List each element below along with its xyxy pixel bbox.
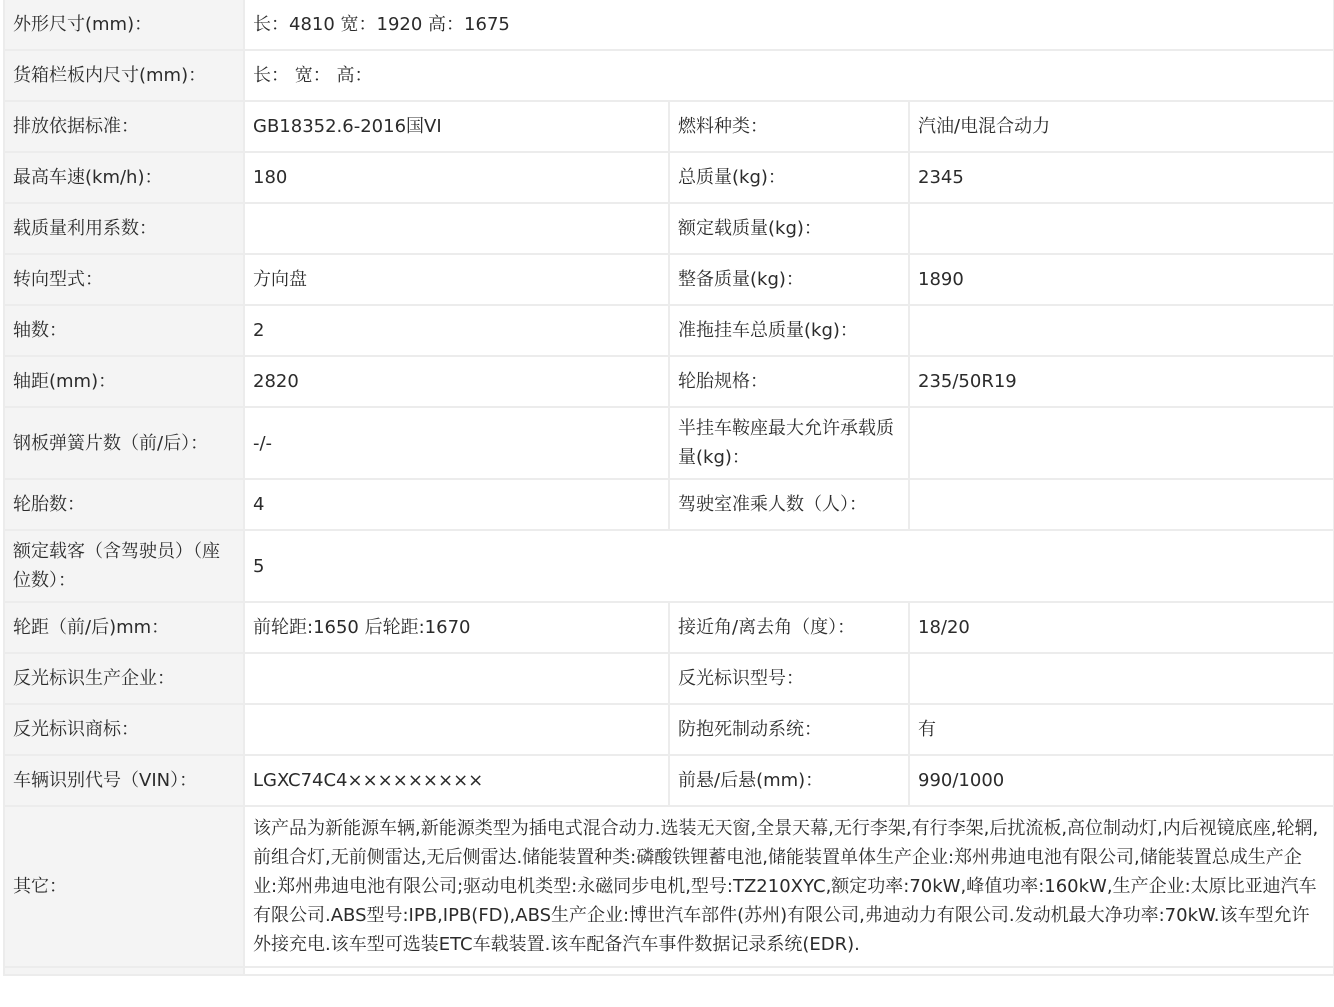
row-label-secondary: 准拖挂车总质量(kg)： [669, 305, 909, 356]
other-notes: 该产品为新能源车辆,新能源类型为插电式混合动力.选装无天窗,全景天幕,无行李架,有行李架,后扰流板,高位制动灯,内后视镜底座,轮辋,前组合灯,无前侧雷达,无后侧雷达.储能装置种类:磷酸铁锂蓄电池,储能装置单体生产企业:郑州弗迪电池有限公司,储能装置总成生产企业:郑州弗迪电池有限公司;驱动电机类型:永磁同步电机,型号:TZ210XYC,额定功率:70kW,峰值功率:160kW,生产企业:太原比亚迪汽车有限公司.ABS型号:IPB,IPB(FD),ABS生产企业:博世汽车部件(苏州)有限公司,弗迪动力有限公司.发动机最大净功率:70kW.该车型允许外接充电.该车型可选装ETC车载装置.该车配备汽车事件数据记录系统(EDR). [244, 806, 1334, 967]
table-row-other [4, 806, 1334, 967]
row-value: 2820 [244, 356, 669, 407]
row-value: 4 [244, 479, 669, 530]
row-label: 轮胎数： [4, 479, 244, 530]
row-label: 轴距(mm)： [4, 356, 244, 407]
table-row-steering [4, 254, 1334, 305]
table-row-trailing [4, 967, 1334, 975]
row-value-secondary: 2345 [909, 152, 1334, 203]
table-row-track [4, 602, 1334, 653]
row-value-secondary [909, 305, 1334, 356]
row-value: -/- [244, 407, 669, 479]
row-value [244, 203, 669, 254]
row-label: 货箱栏板内尺寸(mm)： [4, 50, 244, 101]
row-value-secondary: 1890 [909, 254, 1334, 305]
table-row-tire-count [4, 479, 1334, 530]
table-row-dimensions [4, 0, 1334, 50]
row-value-secondary [909, 407, 1334, 479]
row-label-secondary: 驾驶室准乘人数（人）： [669, 479, 909, 530]
row-label: 最高车速(km/h)： [4, 152, 244, 203]
row-label-secondary: 总质量(kg)： [669, 152, 909, 203]
table-row-vin [4, 755, 1334, 806]
table-row-leaf-springs [4, 407, 1334, 479]
row-label-secondary: 前悬/后悬(mm)： [669, 755, 909, 806]
row-value: 180 [244, 152, 669, 203]
row-value-secondary [909, 653, 1334, 704]
row-label-secondary: 轮胎规格： [669, 356, 909, 407]
table-row-emission [4, 101, 1334, 152]
row-value-secondary: 18/20 [909, 602, 1334, 653]
row-label: 额定载客（含驾驶员）（座位数）： [4, 530, 244, 602]
row-label-secondary: 整备质量(kg)： [669, 254, 909, 305]
table-row-reflector-brand [4, 704, 1334, 755]
row-value [244, 704, 669, 755]
row-value: 方向盘 [244, 254, 669, 305]
row-value: LGXC74C4××××××××× [244, 755, 669, 806]
row-label-secondary: 防抱死制动系统： [669, 704, 909, 755]
row-label: 轴数： [4, 305, 244, 356]
row-value-secondary: 汽油/电混合动力 [909, 101, 1334, 152]
table-row-axles [4, 305, 1334, 356]
table-row-speed [4, 152, 1334, 203]
row-value-secondary [909, 203, 1334, 254]
row-label: 转向型式： [4, 254, 244, 305]
row-value-secondary [909, 479, 1334, 530]
row-label: 钢板弹簧片数（前/后）： [4, 407, 244, 479]
row-label-secondary: 额定载质量(kg)： [669, 203, 909, 254]
row-label-secondary: 接近角/离去角（度）： [669, 602, 909, 653]
row-value: 2 [244, 305, 669, 356]
row-value: 前轮距:1650 后轮距:1670 [244, 602, 669, 653]
table-row-seats [4, 530, 1334, 602]
row-value [244, 653, 669, 704]
row-label: 外形尺寸(mm)： [4, 0, 244, 50]
row-value: 长：4810 宽：1920 高：1675 [244, 0, 1334, 50]
vehicle-spec-table [3, 0, 1334, 976]
row-value: 长： 宽： 高： [244, 50, 1334, 101]
table-row-wheelbase [4, 356, 1334, 407]
row-label: 反光标识生产企业： [4, 653, 244, 704]
row-label: 载质量利用系数： [4, 203, 244, 254]
row-label-secondary: 半挂车鞍座最大允许承载质量(kg)： [669, 407, 909, 479]
table-row-load-factor [4, 203, 1334, 254]
row-label: 其它： [4, 806, 244, 967]
row-label: 车辆识别代号（VIN）： [4, 755, 244, 806]
row-value-secondary: 235/50R19 [909, 356, 1334, 407]
table-row-reflector-maker [4, 653, 1334, 704]
row-label: 排放依据标准： [4, 101, 244, 152]
row-label-empty [4, 967, 244, 975]
row-label-secondary: 反光标识型号： [669, 653, 909, 704]
row-value-secondary: 990/1000 [909, 755, 1334, 806]
table-row-cargo-box [4, 50, 1334, 101]
row-value-empty [244, 967, 1334, 975]
row-value-secondary: 有 [909, 704, 1334, 755]
row-value: GB18352.6-2016国VI [244, 101, 669, 152]
row-label: 轮距（前/后)mm： [4, 602, 244, 653]
row-label: 反光标识商标： [4, 704, 244, 755]
row-value: 5 [244, 530, 1334, 602]
row-label-secondary: 燃料种类： [669, 101, 909, 152]
